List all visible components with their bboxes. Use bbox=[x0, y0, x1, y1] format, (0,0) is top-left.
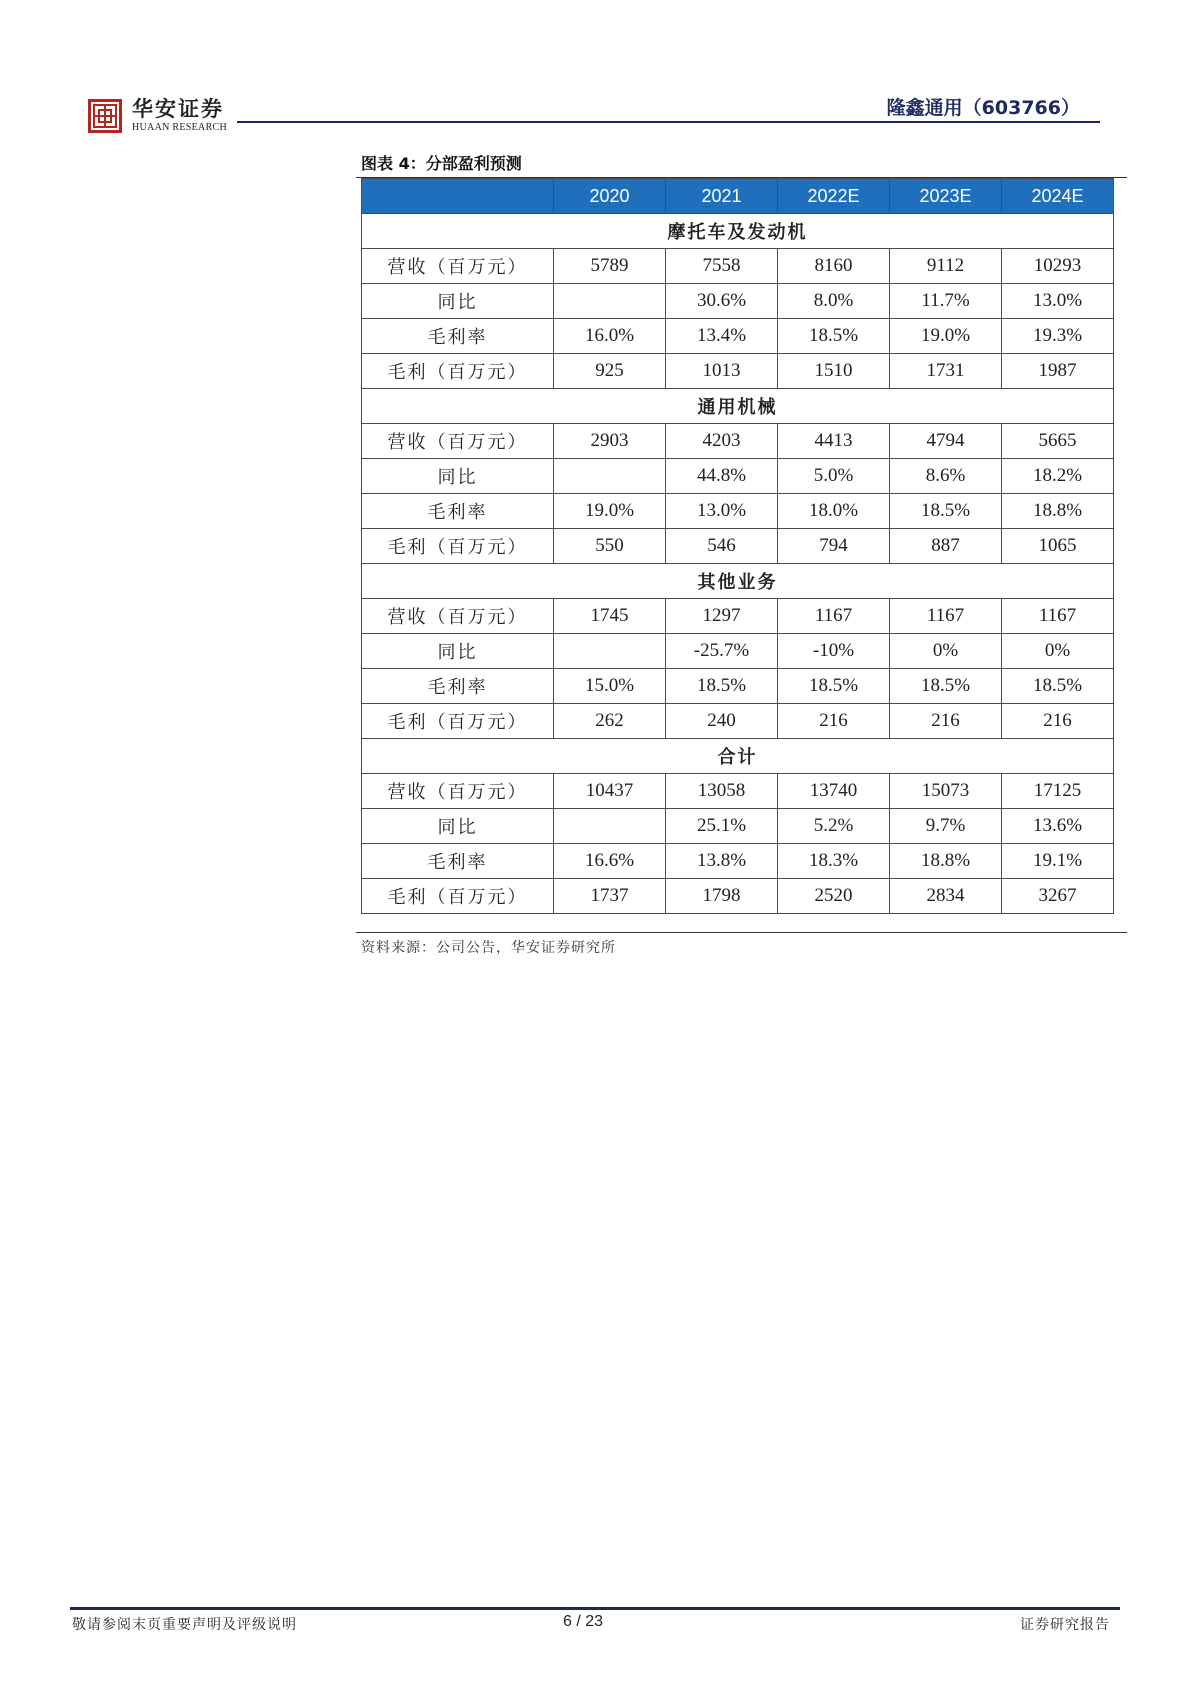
section-row bbox=[362, 739, 1114, 774]
table-cell: 1510 bbox=[778, 354, 890, 389]
row-label: 毛利（百万元） bbox=[362, 879, 554, 914]
header-cell-year: 2023E bbox=[890, 179, 1002, 214]
table-cell: 19.0% bbox=[554, 494, 666, 529]
table-cell bbox=[554, 284, 666, 319]
footer-disclaimer: 敬请参阅末页重要声明及评级说明 bbox=[72, 1617, 297, 1633]
table-cell: 19.1% bbox=[1002, 844, 1114, 879]
table-row bbox=[362, 634, 1114, 669]
table-row bbox=[362, 494, 1114, 529]
table-row bbox=[362, 424, 1114, 459]
table-cell: 1737 bbox=[554, 879, 666, 914]
table-cell: 18.5% bbox=[666, 669, 778, 704]
table-cell: 13.0% bbox=[1002, 284, 1114, 319]
logo-cn: 华安证券 bbox=[132, 96, 224, 121]
page-number: 6 / 23 bbox=[563, 1613, 604, 1630]
table-cell: 925 bbox=[554, 354, 666, 389]
table-cell: 18.8% bbox=[890, 844, 1002, 879]
table-row bbox=[362, 529, 1114, 564]
table-body bbox=[362, 214, 1114, 914]
table-cell: 3267 bbox=[1002, 879, 1114, 914]
table-cell: 15073 bbox=[890, 774, 1002, 809]
row-label: 毛利（百万元） bbox=[362, 354, 554, 389]
table-cell: 11.7% bbox=[890, 284, 1002, 319]
table-cell: 1167 bbox=[890, 599, 1002, 634]
table-cell: 7558 bbox=[666, 249, 778, 284]
table-header-row bbox=[362, 179, 1114, 214]
table-cell: 2520 bbox=[778, 879, 890, 914]
table-cell: 18.2% bbox=[1002, 459, 1114, 494]
table-cell: 18.5% bbox=[1002, 669, 1114, 704]
table-cell: 1731 bbox=[890, 354, 1002, 389]
table-row bbox=[362, 774, 1114, 809]
header-cell-year: 2022E bbox=[778, 179, 890, 214]
table-cell: 8.6% bbox=[890, 459, 1002, 494]
header-cell-year: 2021 bbox=[666, 179, 778, 214]
table-cell: 1987 bbox=[1002, 354, 1114, 389]
table-cell: 0% bbox=[1002, 634, 1114, 669]
table-cell: 5.2% bbox=[778, 809, 890, 844]
row-label: 毛利率 bbox=[362, 319, 554, 354]
table-cell: 18.3% bbox=[778, 844, 890, 879]
table-row bbox=[362, 879, 1114, 914]
table-cell: 1297 bbox=[666, 599, 778, 634]
table-cell: 4203 bbox=[666, 424, 778, 459]
section-row bbox=[362, 389, 1114, 424]
table-cell bbox=[554, 809, 666, 844]
footer-divider bbox=[70, 1607, 1120, 1610]
table-cell: 1745 bbox=[554, 599, 666, 634]
table-cell: 9.7% bbox=[890, 809, 1002, 844]
section-row bbox=[362, 214, 1114, 249]
table-cell: 887 bbox=[890, 529, 1002, 564]
table-cell: 216 bbox=[778, 704, 890, 739]
table-cell: 19.3% bbox=[1002, 319, 1114, 354]
table-cell: 15.0% bbox=[554, 669, 666, 704]
table-cell: 216 bbox=[1002, 704, 1114, 739]
table-cell: 18.5% bbox=[778, 319, 890, 354]
table-cell: 18.5% bbox=[890, 669, 1002, 704]
table-cell: 5789 bbox=[554, 249, 666, 284]
table-cell: 13.6% bbox=[1002, 809, 1114, 844]
row-label: 同比 bbox=[362, 634, 554, 669]
table-cell: 18.8% bbox=[1002, 494, 1114, 529]
table-row bbox=[362, 809, 1114, 844]
table-cell: 18.5% bbox=[778, 669, 890, 704]
table-cell: 16.6% bbox=[554, 844, 666, 879]
table-row bbox=[362, 844, 1114, 879]
table-cell: 17125 bbox=[1002, 774, 1114, 809]
table-cell: 5.0% bbox=[778, 459, 890, 494]
table-cell bbox=[554, 459, 666, 494]
table-cell: 5665 bbox=[1002, 424, 1114, 459]
table-row bbox=[362, 459, 1114, 494]
table-cell: 8.0% bbox=[778, 284, 890, 319]
row-label: 营收（百万元） bbox=[362, 424, 554, 459]
section-title: 其他业务 bbox=[362, 564, 1114, 599]
table-cell: 546 bbox=[666, 529, 778, 564]
table-cell: 0% bbox=[890, 634, 1002, 669]
section-title: 摩托车及发动机 bbox=[362, 214, 1114, 249]
table-cell: 16.0% bbox=[554, 319, 666, 354]
footer-doc-type: 证券研究报告 bbox=[1020, 1617, 1110, 1633]
row-label: 同比 bbox=[362, 809, 554, 844]
table-row bbox=[362, 284, 1114, 319]
table-row bbox=[362, 354, 1114, 389]
source-note: 资料来源：公司公告，华安证券研究所 bbox=[361, 940, 616, 956]
table-cell: 25.1% bbox=[666, 809, 778, 844]
table-row bbox=[362, 669, 1114, 704]
table-cell: 13058 bbox=[666, 774, 778, 809]
table-cell: 44.8% bbox=[666, 459, 778, 494]
section-row bbox=[362, 564, 1114, 599]
segment-forecast-table bbox=[361, 178, 1114, 914]
table-cell: 550 bbox=[554, 529, 666, 564]
row-label: 营收（百万元） bbox=[362, 599, 554, 634]
table-cell: 30.6% bbox=[666, 284, 778, 319]
header-cell-year: 2020 bbox=[554, 179, 666, 214]
header-cell-year: 2024E bbox=[1002, 179, 1114, 214]
table-cell: 10293 bbox=[1002, 249, 1114, 284]
table-cell: 8160 bbox=[778, 249, 890, 284]
table-cell: 2834 bbox=[890, 879, 1002, 914]
table-cell: 1065 bbox=[1002, 529, 1114, 564]
company-logo-icon bbox=[88, 99, 122, 133]
table-cell bbox=[554, 634, 666, 669]
table-cell: -25.7% bbox=[666, 634, 778, 669]
section-title: 合计 bbox=[362, 739, 1114, 774]
logo-en: HUAAN RESEARCH bbox=[132, 122, 228, 133]
table-cell: 18.5% bbox=[890, 494, 1002, 529]
logo-wordmark bbox=[132, 98, 227, 133]
header-divider bbox=[237, 121, 1100, 123]
table-cell: 1013 bbox=[666, 354, 778, 389]
table-row bbox=[362, 704, 1114, 739]
row-label: 毛利率 bbox=[362, 494, 554, 529]
table-cell: 794 bbox=[778, 529, 890, 564]
table-row bbox=[362, 319, 1114, 354]
table-cell: 13.0% bbox=[666, 494, 778, 529]
table-cell: -10% bbox=[778, 634, 890, 669]
table-cell: 4413 bbox=[778, 424, 890, 459]
row-label: 毛利率 bbox=[362, 844, 554, 879]
figure-title: 图表 4：分部盈利预测 bbox=[361, 154, 522, 173]
company-title: 隆鑫通用（603766） bbox=[886, 97, 1080, 119]
table-cell: 18.0% bbox=[778, 494, 890, 529]
table-cell: 10437 bbox=[554, 774, 666, 809]
row-label: 毛利（百万元） bbox=[362, 704, 554, 739]
table-cell: 2903 bbox=[554, 424, 666, 459]
table-cell: 262 bbox=[554, 704, 666, 739]
section-title: 通用机械 bbox=[362, 389, 1114, 424]
table-cell: 1798 bbox=[666, 879, 778, 914]
row-label: 毛利（百万元） bbox=[362, 529, 554, 564]
row-label: 毛利率 bbox=[362, 669, 554, 704]
row-label: 营收（百万元） bbox=[362, 774, 554, 809]
header-cell-blank bbox=[362, 179, 554, 214]
table-cell: 13.4% bbox=[666, 319, 778, 354]
row-label: 同比 bbox=[362, 459, 554, 494]
table-row bbox=[362, 599, 1114, 634]
table-cell: 4794 bbox=[890, 424, 1002, 459]
table-cell: 1167 bbox=[1002, 599, 1114, 634]
row-label: 营收（百万元） bbox=[362, 249, 554, 284]
table-cell: 13740 bbox=[778, 774, 890, 809]
table-cell: 240 bbox=[666, 704, 778, 739]
table-cell: 216 bbox=[890, 704, 1002, 739]
table-cell: 19.0% bbox=[890, 319, 1002, 354]
table-cell: 9112 bbox=[890, 249, 1002, 284]
table-cell: 13.8% bbox=[666, 844, 778, 879]
table-row bbox=[362, 249, 1114, 284]
row-label: 同比 bbox=[362, 284, 554, 319]
figure-bottom-rule bbox=[356, 932, 1127, 933]
table-cell: 1167 bbox=[778, 599, 890, 634]
